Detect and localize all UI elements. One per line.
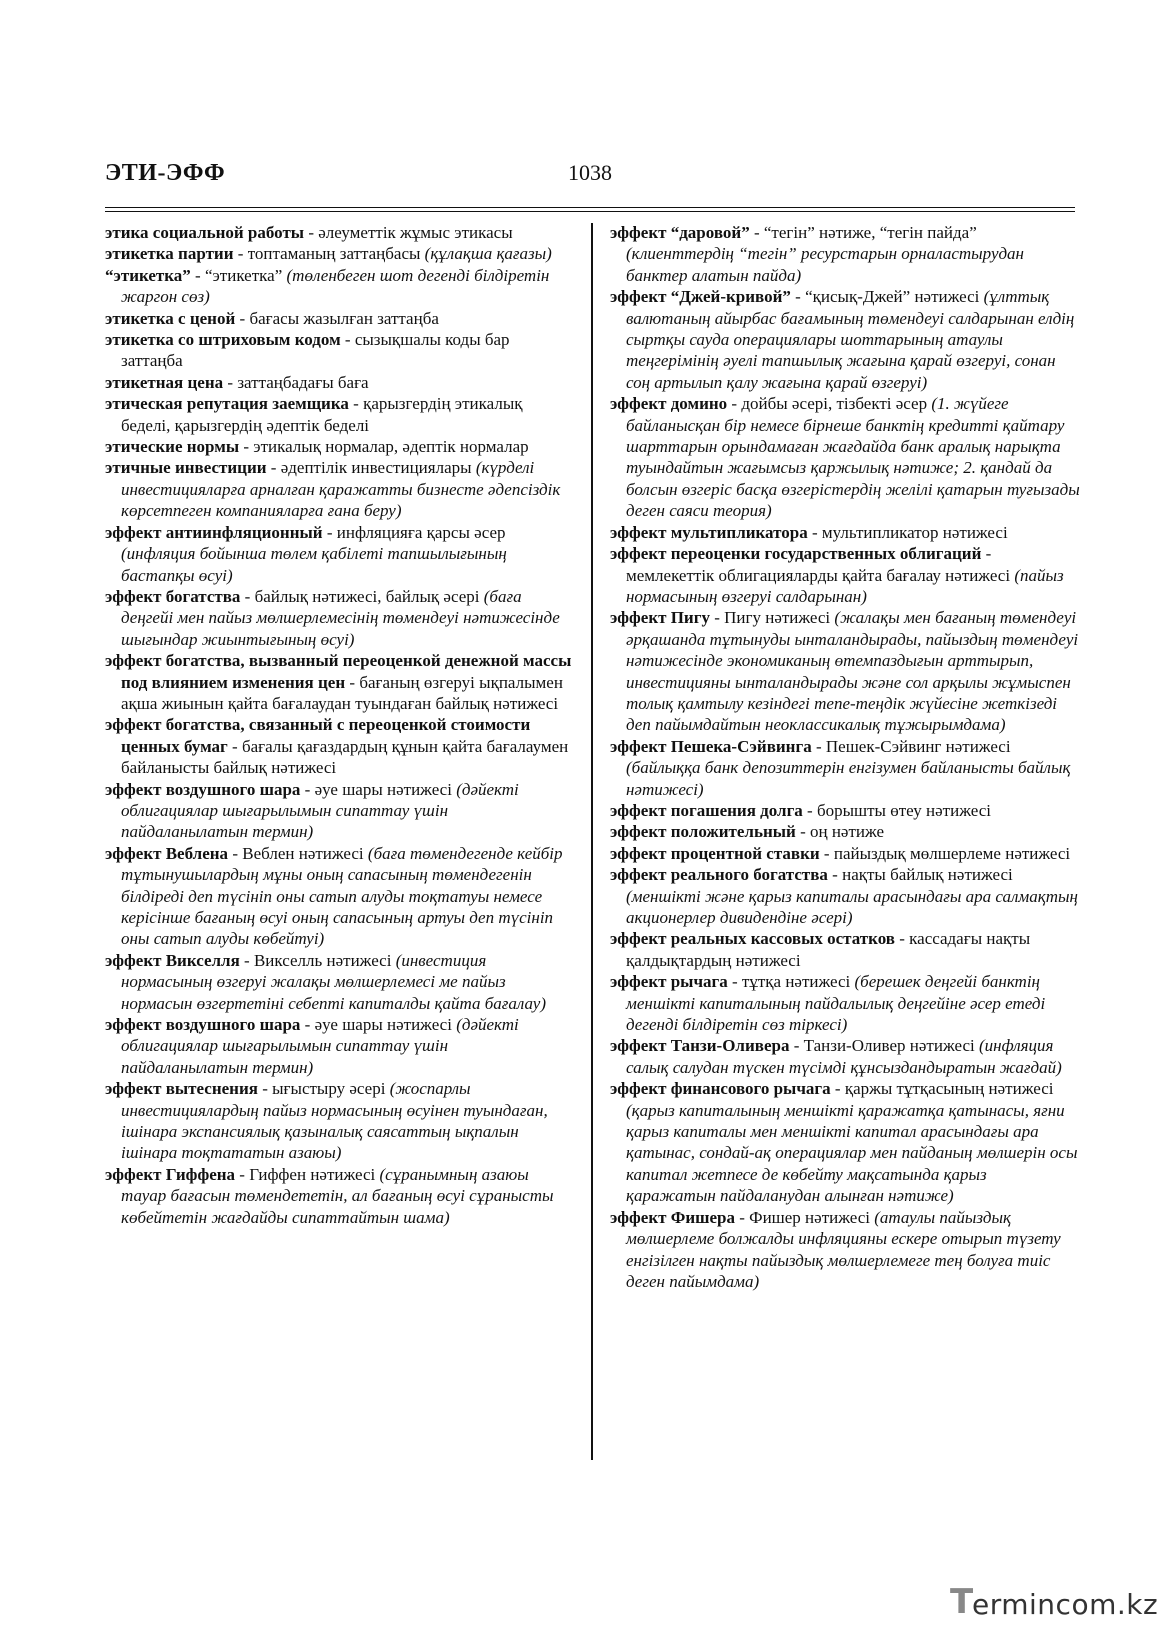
entry-separator: - — [300, 1015, 315, 1035]
entry-separator: - — [322, 522, 337, 542]
entry-note: (инфляция салық салудан түскен түсімді құнсыздандыратын жағдай) — [626, 1036, 1062, 1077]
dictionary-entry — [105, 1078, 575, 1164]
entry-separator: - — [340, 330, 355, 350]
dictionary-entry — [105, 586, 575, 650]
entry-definition: қарызгердің этикалық беделі, қарызгердің әдептік беделі — [121, 394, 523, 435]
dictionary-entry — [610, 821, 1080, 842]
dictionary-entry — [610, 800, 1080, 821]
entry-separator: - — [239, 950, 254, 970]
entry-definition: бағаның өзгеруі ықпалымен ақша жиынын қайта бағалаудан туындаған байлық нәтижесі — [121, 672, 563, 713]
dictionary-entry — [610, 522, 1080, 543]
entry-separator: - — [795, 822, 810, 842]
page-header — [105, 160, 1075, 196]
entry-separator: - — [239, 437, 254, 457]
entry-term: эффект погашения долга — [610, 800, 803, 820]
entry-definition: этикалық нормалар, әдептік нормалар — [253, 437, 529, 457]
entry-separator: - — [807, 522, 822, 542]
entry-term: эффект Фишера — [610, 1207, 735, 1227]
entry-definition: “тегін” нәтиже, “тегін пайда” — [763, 223, 977, 242]
entry-definition: байлық нәтижесі, байлық әсері — [254, 586, 484, 606]
entry-term: эффект процентной ставки — [610, 843, 820, 863]
entry-separator: - — [348, 394, 364, 414]
entry-separator: - — [894, 929, 910, 949]
entry-note: (инфляция бойынша төлем қабілеті тапшылығының бастапқы өсуі) — [121, 544, 507, 585]
dictionary-entry — [105, 1014, 575, 1078]
running-head: ЭТИ-ЭФФ — [105, 160, 226, 186]
entry-term: эффект Пигу — [610, 608, 710, 628]
logo-mark: T — [950, 1582, 974, 1622]
left-column — [105, 222, 575, 1228]
header-rule — [105, 207, 1075, 212]
dictionary-entry — [610, 543, 1080, 607]
entry-separator: - — [789, 1036, 804, 1056]
entry-definition: дойбы әсері, тізбекті әсер — [741, 394, 932, 414]
entry-definition: бағасы жазылған заттаңба — [249, 308, 439, 328]
entry-term: эффект переоценки государственных облигаций — [610, 544, 982, 564]
dictionary-entry — [610, 607, 1080, 735]
dictionary-entry — [105, 714, 575, 778]
entry-definition: “қисық-Джей” нәтижесі — [805, 287, 984, 307]
entry-term: эффект Веблена — [105, 843, 229, 863]
entry-definition: Танзи-Оливер нәтижесі — [803, 1036, 979, 1056]
termincom-logo — [950, 1582, 1158, 1626]
entry-note: (күрделі инвестицияларға арналған қаражатты бизнесте әдепсіздік көрсетпеген компанияларға ғана беру) — [121, 458, 561, 521]
entry-separator: - — [223, 372, 238, 392]
entry-term: эффект богатства, вызванный переоценкой денежной массы под влиянием изменения цен — [105, 651, 572, 692]
page-number: 1038 — [568, 160, 612, 185]
entry-note: (баға деңгейі мен пайыз мөлшерлемесінің төмендеуі нәтижесінде шығындар жиынтығының өсуі) — [121, 586, 560, 649]
dictionary-entry — [610, 843, 1080, 864]
entry-note: (баға төмендегенде кейбір тұтынушылардың мұны оның сапасының төмендегенін білдіреді деп түсініп оны сатып алуды тоқтатуы немесе керісінше бағаның өсуі оның сапасының артуы деп түсініп оны сатып алуды көбейтуі) — [121, 843, 563, 949]
entry-definition: Пешек-Сэйвинг нәтижесі — [825, 736, 1011, 756]
entry-definition: сызықшалы коды бар заттаңба — [121, 330, 510, 371]
entry-term: эффект реального богатства — [610, 865, 828, 885]
entry-term: этическая репутация заемщика — [105, 394, 349, 414]
dictionary-entry — [105, 843, 575, 950]
entry-note: (жоспарлы инвестициялардың пайыз нормасының өсуінен туындаған, ішінара экспансиялық қазыналық саясаттың ықпалын ішінара тоқтататын азаюы) — [121, 1079, 548, 1163]
entry-definition: тұтқа нәтижесі — [741, 972, 855, 992]
entry-definition: қаржы тұтқасының нәтижесі — [844, 1079, 1054, 1099]
entry-term: эффект Танзи-Оливера — [610, 1036, 790, 1056]
entry-separator: - — [709, 608, 725, 628]
dictionary-entry — [105, 650, 575, 714]
entry-term: этические нормы — [105, 437, 240, 457]
entry-definition: ығыстыру әсері — [272, 1079, 390, 1099]
entry-term: “этикетка” — [105, 265, 191, 285]
dictionary-entry — [105, 265, 575, 308]
dictionary-entry — [105, 329, 575, 372]
entry-definition: топтаманың заттаңбасы — [247, 244, 425, 264]
dictionary-entry — [610, 1035, 1080, 1078]
entry-separator: - — [257, 1079, 273, 1099]
entry-definition: Фишер нәтижесі — [749, 1207, 875, 1227]
entry-definition: әлеуметтік жұмыс этикасы — [318, 223, 513, 242]
entry-separator: - — [830, 1079, 845, 1099]
entry-separator: - — [981, 544, 992, 564]
entry-note: (байлыққа банк депозиттерін енгізумен байланысты байлық нәтижесі) — [626, 758, 1071, 799]
entry-definition: заттаңбадағы баға — [237, 372, 369, 392]
entry-definition: Викселль нәтижесі — [253, 950, 396, 970]
entry-note: (атаулы пайыздық мөлшерлеме болжалды инфляцияны ескере отырып түзету енгізілген нақты пайыздық мөлшерлемеге тең болуға тиіс деген пайымдама) — [626, 1207, 1061, 1291]
entry-definition: бағалы қағаздардың құнын қайта бағалаумен байланысты байлық нәтижесі — [121, 736, 569, 778]
dictionary-entry — [105, 1164, 575, 1228]
dictionary-entry — [610, 393, 1080, 521]
entry-separator: - — [300, 779, 315, 799]
entry-term: эффект “даровой” — [610, 223, 750, 242]
entry-term: этика социальной работы — [105, 223, 305, 242]
entry-term: эффект мультипликатора — [610, 522, 808, 542]
entry-separator: - — [233, 244, 248, 264]
entry-term: эффект антиинфляционный — [105, 522, 323, 542]
right-column — [610, 222, 1080, 1292]
entry-separator: - — [227, 736, 242, 756]
dictionary-entry — [610, 928, 1080, 971]
entry-definition: инфляцияға қарсы әсер — [336, 522, 506, 542]
entry-note: (сұранымның азаюы тауар бағасын төмендететін, ал бағаның өсуі сұранысты көбейтетін жағдайды сипаттайтын шама) — [121, 1164, 554, 1227]
entry-definition: “этикетка” — [204, 265, 287, 285]
entry-note: (пайыз нормасының өзгеруі салдарынан) — [626, 565, 1064, 606]
entry-term: эффект финансового рычага — [610, 1079, 831, 1099]
entry-term: эффект вытеснения — [105, 1079, 258, 1099]
entry-term: эффект воздушного шара — [105, 779, 301, 799]
logo-text: ermincom.kz — [972, 1588, 1158, 1621]
entry-note: (дәйекті облигациялар шығарылымын сипаттау үшін пайдаланылатын термин) — [121, 1015, 519, 1077]
entry-separator: - — [734, 1207, 750, 1227]
entry-separator: - — [827, 865, 843, 885]
entry-definition: әдептілік инвестициялары — [280, 458, 476, 478]
entry-separator: - — [235, 308, 250, 328]
dictionary-entry — [105, 436, 575, 457]
dictionary-entry — [610, 1207, 1080, 1293]
entry-definition: мультипликатор нәтижесі — [821, 522, 1008, 542]
entry-separator: - — [345, 672, 360, 692]
dictionary-entry — [610, 971, 1080, 1035]
entry-note: (берешек деңгейі банктің меншікті капиталының пайдалылық деңгейіне әсер етеді дегенді білдіретін сөз тіркесі) — [626, 972, 1046, 1035]
entry-definition: мемлекеттік облигацияларды қайта бағалау нәтижесі — [626, 565, 1015, 585]
entry-definition: пайыздық мөлшерлеме нәтижесі — [833, 843, 1071, 863]
entry-definition: оң нәтиже — [809, 822, 885, 842]
entry-separator: - — [802, 800, 817, 820]
entry-separator: - — [304, 223, 319, 242]
entry-term: эффект положительный — [610, 822, 796, 842]
entry-term: эффект реальных кассовых остатков — [610, 929, 895, 949]
dictionary-entry — [610, 864, 1080, 928]
entry-term: эффект Пешека-Сэйвинга — [610, 736, 812, 756]
entry-note: (қарыз капиталының меншікті қаражатқа қатынасы, яғни қарыз капиталы мен меншікті капитал арасындағы ара қатынас, сондай-ақ операциялар мен пайданың мөлшерін осы капитал жетпесе де көбейту мақсатында қарыз қаражатын пайдаланудан алынған нәтиже) — [626, 1100, 1078, 1206]
entry-separator: - — [727, 394, 742, 414]
dictionary-entry — [105, 243, 575, 264]
entry-term: эффект Викселля — [105, 950, 240, 970]
entry-separator: - — [790, 287, 806, 307]
entry-definition: нақты байлық нәтижесі — [842, 865, 1013, 885]
dictionary-entry — [105, 779, 575, 843]
dictionary-entry — [105, 222, 575, 243]
dictionary-entry — [610, 286, 1080, 393]
entry-separator: - — [819, 843, 834, 863]
entry-term: этикетка партии — [105, 244, 234, 264]
entry-term: этичные инвестиции — [105, 458, 267, 478]
dictionary-entry — [105, 950, 575, 1014]
entry-term: этикетка со штриховым кодом — [105, 330, 341, 350]
entry-note: (клиенттердің “тегін” ресурстарын орналастырудан банктер алатын пайда) — [626, 244, 1024, 285]
entry-definition: Гиффен нәтижесі — [249, 1164, 380, 1184]
entry-separator: - — [266, 458, 281, 478]
dictionary-entry — [610, 222, 1080, 286]
dictionary-entry — [610, 736, 1080, 800]
entry-separator: - — [811, 736, 826, 756]
entry-note: (жалақы мен бағаның төмендеуі әрқашанда тұтынуды ынталандырады, пайыздың төмендеуі нәтижесінде экономиканың өтемпаздығын арттырып, инвестицияны ынталандырады және сол арқылы жұмыспен толық қамтылу кезіндегі тепе-теңдік жүйесіне жеткізеді деп пайымдайтын неоклассикалық тұжырымдама) — [626, 608, 1079, 735]
dictionary-entry — [105, 457, 575, 521]
entry-definition: борышты өтеу нәтижесі — [816, 800, 991, 820]
entry-separator: - — [749, 223, 764, 242]
dictionary-entry — [105, 308, 575, 329]
entry-definition: Веблен нәтижесі — [242, 843, 368, 863]
entry-definition: Пигу нәтижесі — [724, 608, 835, 628]
entry-definition: кассадағы нақты қалдықтардың нәтижесі — [626, 929, 1031, 970]
entry-note: (1. жүйеге байланысқан бір немесе бірнеше банктің кредитті қайтару шарттарын орындамаған жағдайда банк аралық нарықта туындайтын жағымсыз қаржылық нәтиже; 2. қандай да болсын өзгеріс басқа өзгерістердің желілі қатарын туғызады деген саяси теория) — [626, 394, 1080, 521]
entry-separator: - — [727, 972, 742, 992]
entry-term: эффект богатства — [105, 586, 241, 606]
entry-term: эффект “Джей-кривой” — [610, 287, 791, 307]
dictionary-entry — [610, 1078, 1080, 1206]
dictionary-entry — [105, 522, 575, 586]
entry-term: эффект рычага — [610, 972, 728, 992]
column-divider — [591, 223, 593, 1460]
entry-term: этикетка с ценой — [105, 308, 236, 328]
entry-separator: - — [190, 265, 205, 285]
dictionary-entry — [105, 393, 575, 436]
entry-separator: - — [235, 1164, 250, 1184]
entry-note: (дәйекті облигациялар шығарылымын сипаттау үшін пайдаланылатын термин) — [121, 779, 519, 842]
entry-term: этикетная цена — [105, 372, 224, 392]
entry-note: (құлақша қағазы) — [424, 244, 552, 264]
entry-term: эффект воздушного шара — [105, 1015, 301, 1035]
entry-term: эффект Гиффена — [105, 1164, 236, 1184]
entry-note: (төленбеген шот дегенді білдіретін жаргон сөз) — [121, 265, 550, 307]
entry-note: (меншікті және қарыз капиталы арасындағы ара салмақтың акционерлер дивидендіне әсері) — [626, 886, 1078, 927]
entry-term: эффект домино — [610, 394, 728, 414]
entry-term: эффект богатства, связанный с переоценкой стоимости ценных бумаг — [105, 715, 531, 756]
entry-note: (инвестиция нормасының өзгеруі жалақы мөлшерлемесі ме пайыз нормасын өзгертетіні себепті капиталды қайта бағалау) — [121, 950, 547, 1013]
entry-separator: - — [228, 843, 243, 863]
entry-definition: әуе шары нәтижесі — [314, 779, 457, 799]
entry-separator: - — [240, 586, 255, 606]
entry-note: (ұлттық валютаның айырбас бағамының төмендеуі салдарынан елдің сыртқы сауда операциялары шоттарының атаулы теңгерімінің әуелі тапшылық жағына қарай өзгеруі, сонан соң артылып қалу жағына қарай өзгеруі) — [626, 287, 1075, 392]
entry-definition: әуе шары нәтижесі — [314, 1015, 457, 1035]
dictionary-entry — [105, 372, 575, 393]
